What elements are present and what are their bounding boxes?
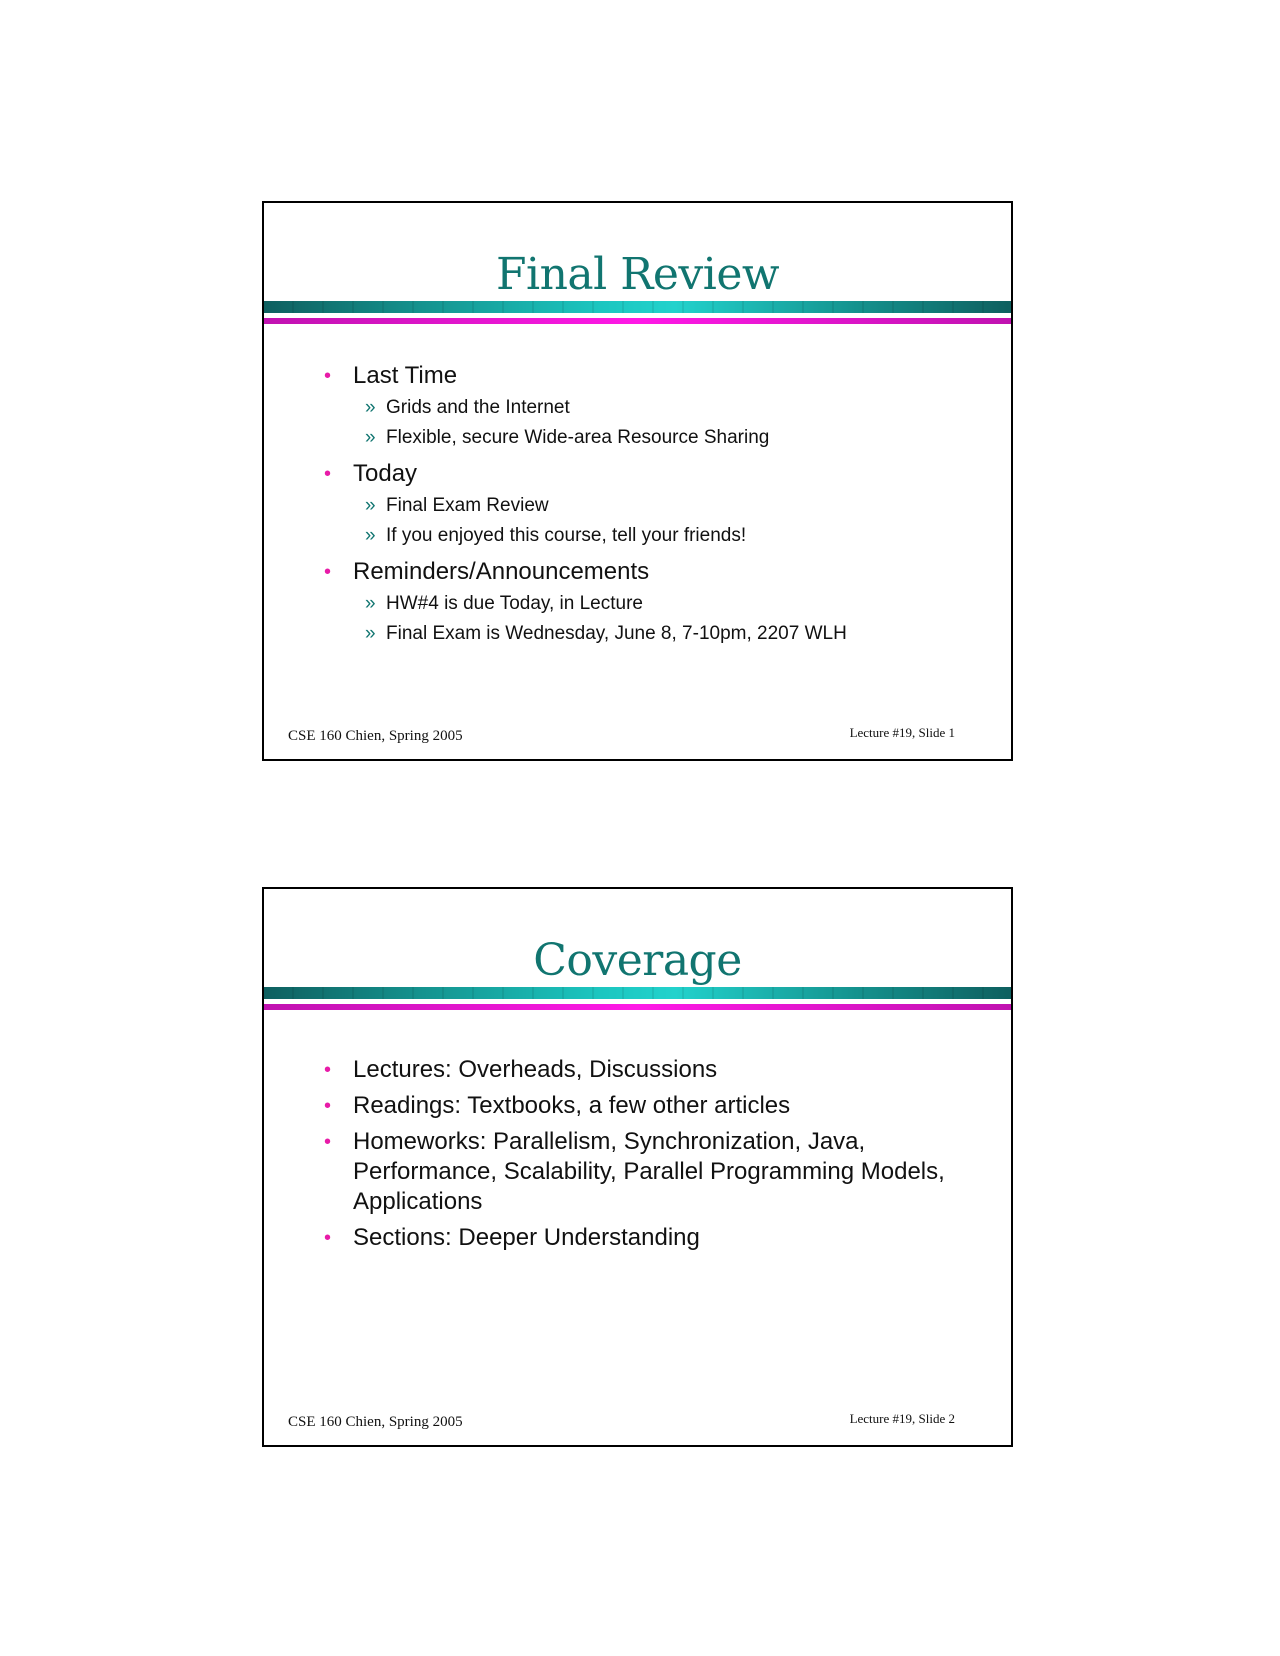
sub-bullet-list (353, 393, 971, 453)
chevron-right-icon: » (365, 525, 376, 546)
bullet-dot-icon: • (324, 463, 332, 485)
magenta-divider (264, 1004, 1011, 1010)
sub-bullet-item (353, 589, 971, 619)
sub-bullet-text: If you enjoyed this course, tell your friends! (386, 525, 747, 546)
bullet-list (324, 1055, 971, 1259)
bullet-text: Lectures: Overheads, Discussions (353, 1056, 718, 1083)
bullet-dot-icon: • (324, 561, 332, 583)
bullet-text: Reminders/Announcements (353, 558, 650, 585)
bullet-text: Last Time (353, 362, 458, 389)
slide-1 (262, 201, 1013, 761)
bullet-text: Sections: Deeper Understanding (353, 1224, 700, 1251)
bullet-item (324, 1055, 971, 1085)
title-underline-bar (264, 301, 1011, 313)
bullet-item (324, 459, 971, 551)
bullet-text: Homeworks: Parallelism, Synchronization, Java, Performance, Scalability, Parallel Programming Models, Applications (353, 1128, 945, 1215)
sub-bullet-text: Final Exam Review (386, 495, 549, 516)
slide-footer-number: Lecture #19, Slide 1 (849, 725, 955, 740)
bullet-item (324, 1091, 971, 1121)
slide-title: Final Review (495, 249, 780, 300)
slide-2 (262, 887, 1013, 1447)
chevron-right-icon: » (365, 495, 376, 516)
sub-bullet-item (353, 491, 971, 521)
slide-footer-course: CSE 160 Chien, Spring 2005 (288, 728, 463, 744)
chevron-right-icon: » (365, 427, 376, 448)
slide-title: Coverage (533, 935, 742, 986)
bullet-text: Readings: Textbooks, a few other articles (353, 1092, 791, 1119)
sub-bullet-item (353, 423, 971, 453)
slide-footer-course: CSE 160 Chien, Spring 2005 (288, 1414, 463, 1430)
bullet-item (324, 557, 971, 649)
bullet-dot-icon: • (324, 1059, 332, 1081)
chevron-right-icon: » (365, 397, 376, 418)
slide-footer-number: Lecture #19, Slide 2 (849, 1411, 955, 1426)
bullet-item (324, 361, 971, 453)
chevron-right-icon: » (365, 623, 376, 644)
sub-bullet-item (353, 521, 971, 551)
sub-bullet-item (353, 619, 971, 649)
sub-bullet-text: Final Exam is Wednesday, June 8, 7-10pm, 2207 WLH (386, 623, 847, 644)
bullet-dot-icon: • (324, 1131, 332, 1153)
bullet-item (324, 1127, 971, 1217)
sub-bullet-text: HW#4 is due Today, in Lecture (386, 593, 643, 614)
sub-bullet-list (353, 491, 971, 551)
sub-bullet-text: Flexible, secure Wide-area Resource Sharing (386, 427, 770, 448)
magenta-divider (264, 318, 1011, 324)
sub-bullet-list (353, 589, 971, 649)
sub-bullet-item (353, 393, 971, 423)
title-bar-segments (264, 301, 1011, 313)
sub-bullet-text: Grids and the Internet (386, 397, 570, 418)
bullet-list (324, 361, 971, 655)
bullet-dot-icon: • (324, 1095, 332, 1117)
bullet-dot-icon: • (324, 1227, 332, 1249)
title-underline-bar (264, 987, 1011, 999)
bullet-text: Today (353, 460, 418, 487)
chevron-right-icon: » (365, 593, 376, 614)
bullet-item (324, 1223, 971, 1253)
title-bar-segments (264, 987, 1011, 999)
bullet-dot-icon: • (324, 365, 332, 387)
